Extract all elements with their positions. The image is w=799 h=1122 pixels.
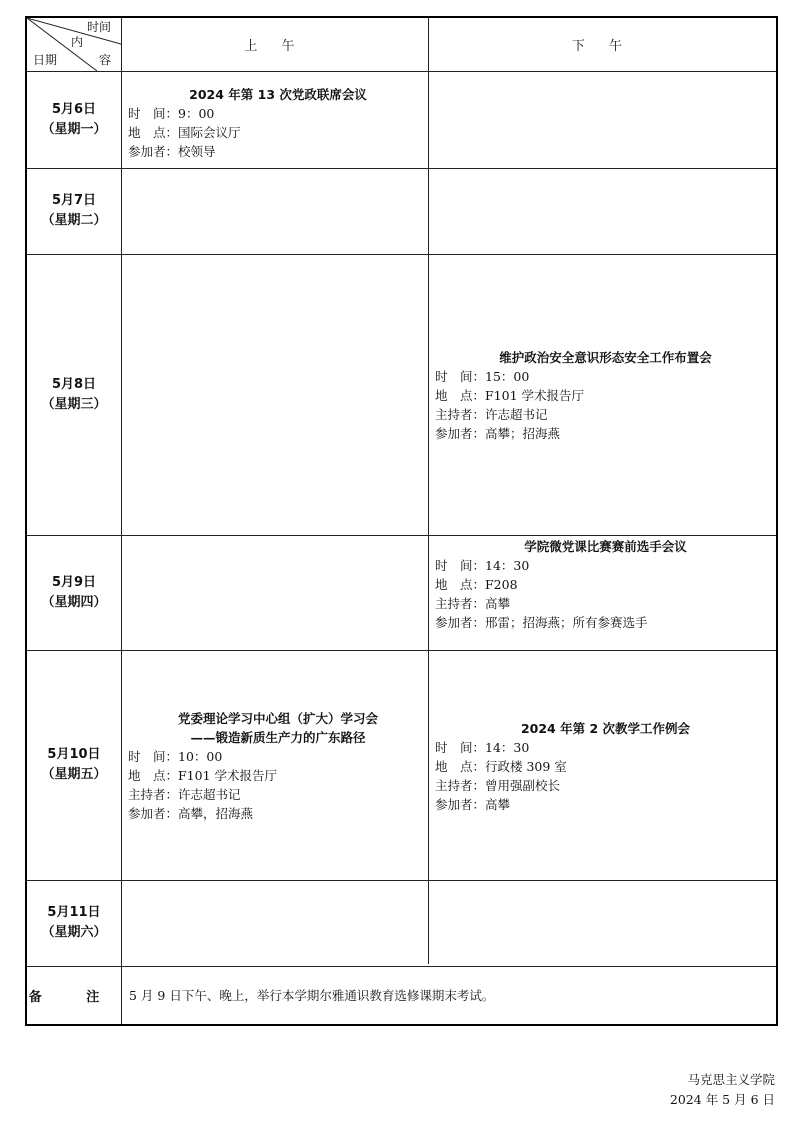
event-host: 主持者：高攀 (435, 596, 511, 611)
weekday-text: （星期六） (41, 925, 107, 940)
event-place: 地 点：F101 学术报告厅 (128, 768, 278, 783)
weekday-text: （星期五） (41, 767, 107, 782)
footer-date: 2024 年 5 月 6 日 (669, 1092, 775, 1107)
event-attendees: 参加者：校领导 (128, 144, 216, 159)
date-text: 5月9日 (51, 574, 97, 590)
event-place: 地 点：国际会议厅 (128, 125, 241, 140)
weekday-text: （星期一） (41, 121, 107, 137)
date-cell-tue (27, 168, 121, 254)
event-place: 地 点：F101 学术报告厅 (435, 388, 585, 403)
header-morning: 上 午 (244, 39, 305, 54)
notes-text: 5 月 9 日下午、晚上，举行本学期尔雅通识教育选修课期末考试。 (129, 988, 495, 1003)
notes-label: 备 注 (28, 989, 120, 1005)
weekday-text: （星期四） (41, 594, 107, 610)
event-subtitle: ——锻造新质生产力的广东路径 (190, 730, 366, 745)
event-title: 维护政治安全意识形态安全工作布置会 (499, 350, 712, 365)
date-cell-fri (27, 650, 121, 880)
footer-org: 马克思主义学院 (687, 1072, 775, 1087)
row-divider (27, 168, 776, 169)
date-cell-sat (27, 880, 121, 966)
event-thu-pm (428, 537, 776, 632)
row-divider (27, 535, 776, 536)
date-text: 5月11日 (47, 905, 101, 920)
event-fri-am (121, 709, 428, 823)
event-time: 时 间：14：30 (435, 740, 530, 755)
event-time: 时 间：9：00 (128, 106, 215, 121)
weekday-text: （星期二） (41, 213, 107, 228)
corner-content-label-2: 容 (99, 53, 112, 67)
event-attendees: 参加者：高攀；招海燕 (435, 426, 561, 441)
event-attendees: 参加者：高攀，招海燕 (128, 806, 254, 821)
event-title: 2024 年第 13 次党政联席会议 (189, 87, 367, 102)
column-divider-ampm (428, 18, 429, 964)
event-time: 时 间：14：30 (435, 558, 530, 573)
corner-content-label: 内 (71, 35, 84, 49)
row-divider (27, 254, 776, 255)
event-fri-pm (428, 719, 776, 814)
event-attendees: 参加者：邢雷；招海燕；所有参赛选手 (435, 615, 648, 630)
date-text: 5月10日 (47, 747, 101, 762)
date-cell-thu (27, 535, 121, 650)
schedule-table (25, 16, 778, 1026)
date-text: 5月6日 (51, 101, 97, 117)
event-place: 地 点：F208 (435, 577, 518, 592)
event-title: 学院微党课比赛赛前选手会议 (524, 539, 687, 554)
date-cell-wed (27, 254, 121, 535)
event-host: 主持者：曾用强副校长 (435, 778, 561, 793)
event-host: 主持者：许志超书记 (128, 787, 241, 802)
weekday-text: （星期三） (41, 396, 107, 412)
event-title: 党委理论学习中心组（扩大）学习会 (177, 711, 378, 726)
event-wed-pm (428, 348, 776, 443)
event-title: 2024 年第 2 次教学工作例会 (520, 721, 691, 736)
event-place: 地 点：行政楼 309 室 (435, 759, 567, 774)
date-text: 5月8日 (51, 376, 97, 392)
event-time: 时 间：15：00 (435, 369, 530, 384)
event-attendees: 参加者：高攀 (435, 797, 511, 812)
corner-date-label: 日期 (33, 53, 58, 67)
event-mon-am (121, 85, 428, 161)
row-divider (27, 650, 776, 651)
corner-time-label: 时间 (87, 20, 112, 34)
event-host: 主持者：许志超书记 (435, 407, 548, 422)
date-cell-mon (27, 71, 121, 168)
corner-header (27, 18, 121, 71)
header-afternoon: 下 午 (571, 39, 633, 54)
event-time: 时 间：10：00 (128, 749, 223, 764)
date-text: 5月7日 (51, 193, 97, 208)
row-divider (27, 880, 776, 881)
row-divider (27, 71, 776, 72)
